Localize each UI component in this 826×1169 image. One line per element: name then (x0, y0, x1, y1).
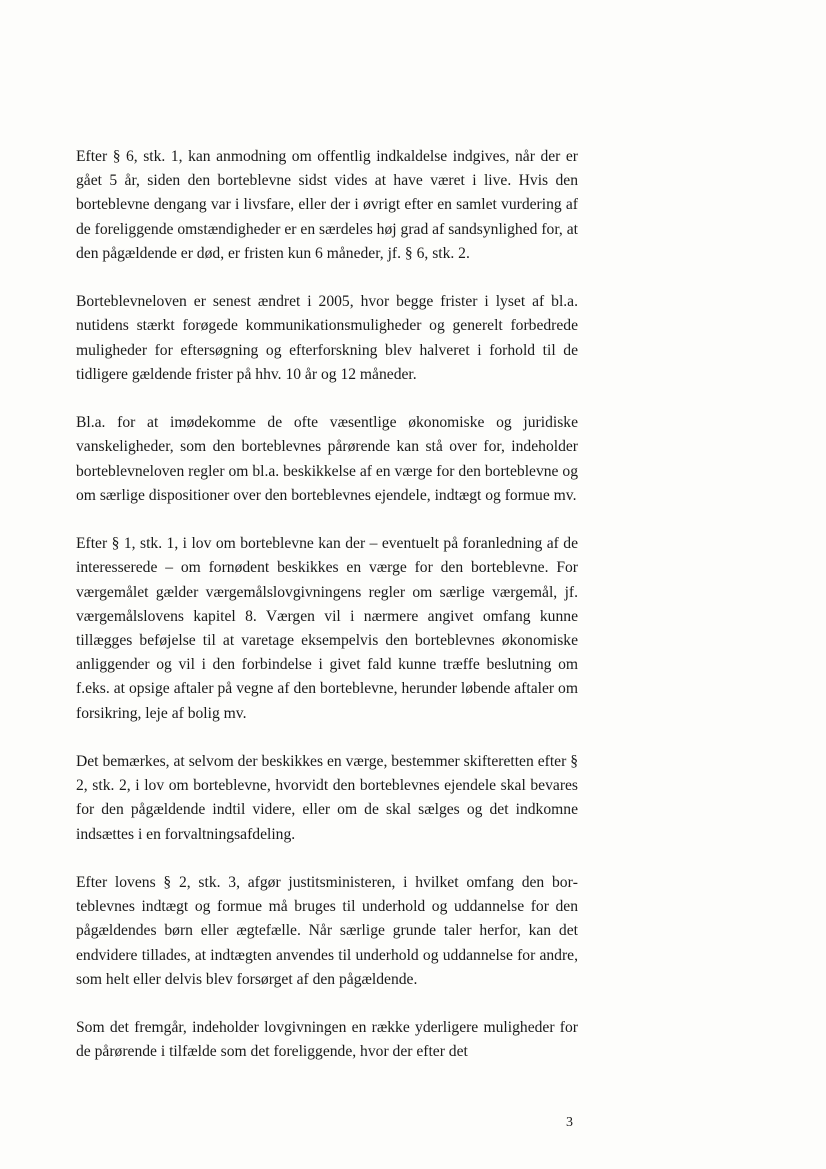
paragraph-2: Borteblevneloven er senest ændret i 2005, hvor begge frister i lyset af bl.a. nutidens stærkt forøgede kommunikationsmuligheder og generelt forbedrede muligheder for eftersøgning og efterforskning blev halveret i forhold til de tidligere gældende frister på hhv. 10 år og 12 måneder. (76, 293, 578, 383)
paragraph-1: Efter § 6, stk. 1, kan anmodning om offentlig indkaldelse indgives, når der er gået 5 år, siden den borteblevne sidst vides at have været i live. Hvis den borteblevne dengang var i livsfare, eller der i øvrigt efter en samlet vurdering af de foreliggende omstændigheder er en særdeles høj grad af sandsynlighed for, at den pågældende er død, er fristen kun 6 måneder, jf. § 6, stk. 2. (76, 148, 578, 262)
paragraph-5: Det bemærkes, at selvom der beskikkes en værge, bestemmer skifteretten efter § 2, stk. 2, i lov om borteblevne, hvorvidt den borteblevnes ejendele skal bevares for den pågældende indtil videre, eller om de skal sælges og det indkomne indsættes i en forvaltningsafdeling. (76, 753, 578, 843)
paragraph-3: Bl.a. for at imødekomme de ofte væsentlige økonomiske og juridiske vanskeligheder, som den borteblevnes pårørende kan stå over for, indeholder borteblevneloven regler om bl.a. beskikkelse af en værge for den borteblevne og om særlige dispositioner over den borteblevnes ejendele, indtægt og formue mv. (76, 414, 578, 504)
paragraph-7: Som det fremgår, indeholder lovgivningen en række yderligere muligheder for de pårørende i tilfælde som det foreliggende, hvor der efter det (76, 1019, 578, 1061)
body-text (76, 145, 578, 1089)
page-number: 3 (566, 1115, 573, 1130)
paragraph-4: Efter § 1, stk. 1, i lov om borteblevne kan der – eventuelt på foranledning af de interesserede – om fornødent beskikkes en værge for den borteblevne. For værgemålet gælder værgemålslovgivningens regler om særlige værgemål, jf. værgemålslovens kapitel 8. Værgen vil i nærmere angivet omfang kunne tillægges beføjelse til at varetage eksempelvis den borteblevnes økonomiske anliggender og vil i den forbindelse i givet fald kunne træffe beslutning om f.eks. at opsige aftaler på vegne af den borteblevne, herunder løbende aftaler om forsikring, leje af bolig mv. (76, 535, 578, 722)
paragraph-6: Efter lovens § 2, stk. 3, afgør justitsministeren, i hvilket omfang den borteblevnes indtægt og formue må bruges til underhold og uddannelse for den pågældendes børn eller ægtefælle. Når særlige grunde taler herfor, kan det endvidere tillades, at indtægten anvendes til underhold og uddannelse for andre, som helt eller delvis blev forsørget af den pågældende. (76, 874, 578, 988)
